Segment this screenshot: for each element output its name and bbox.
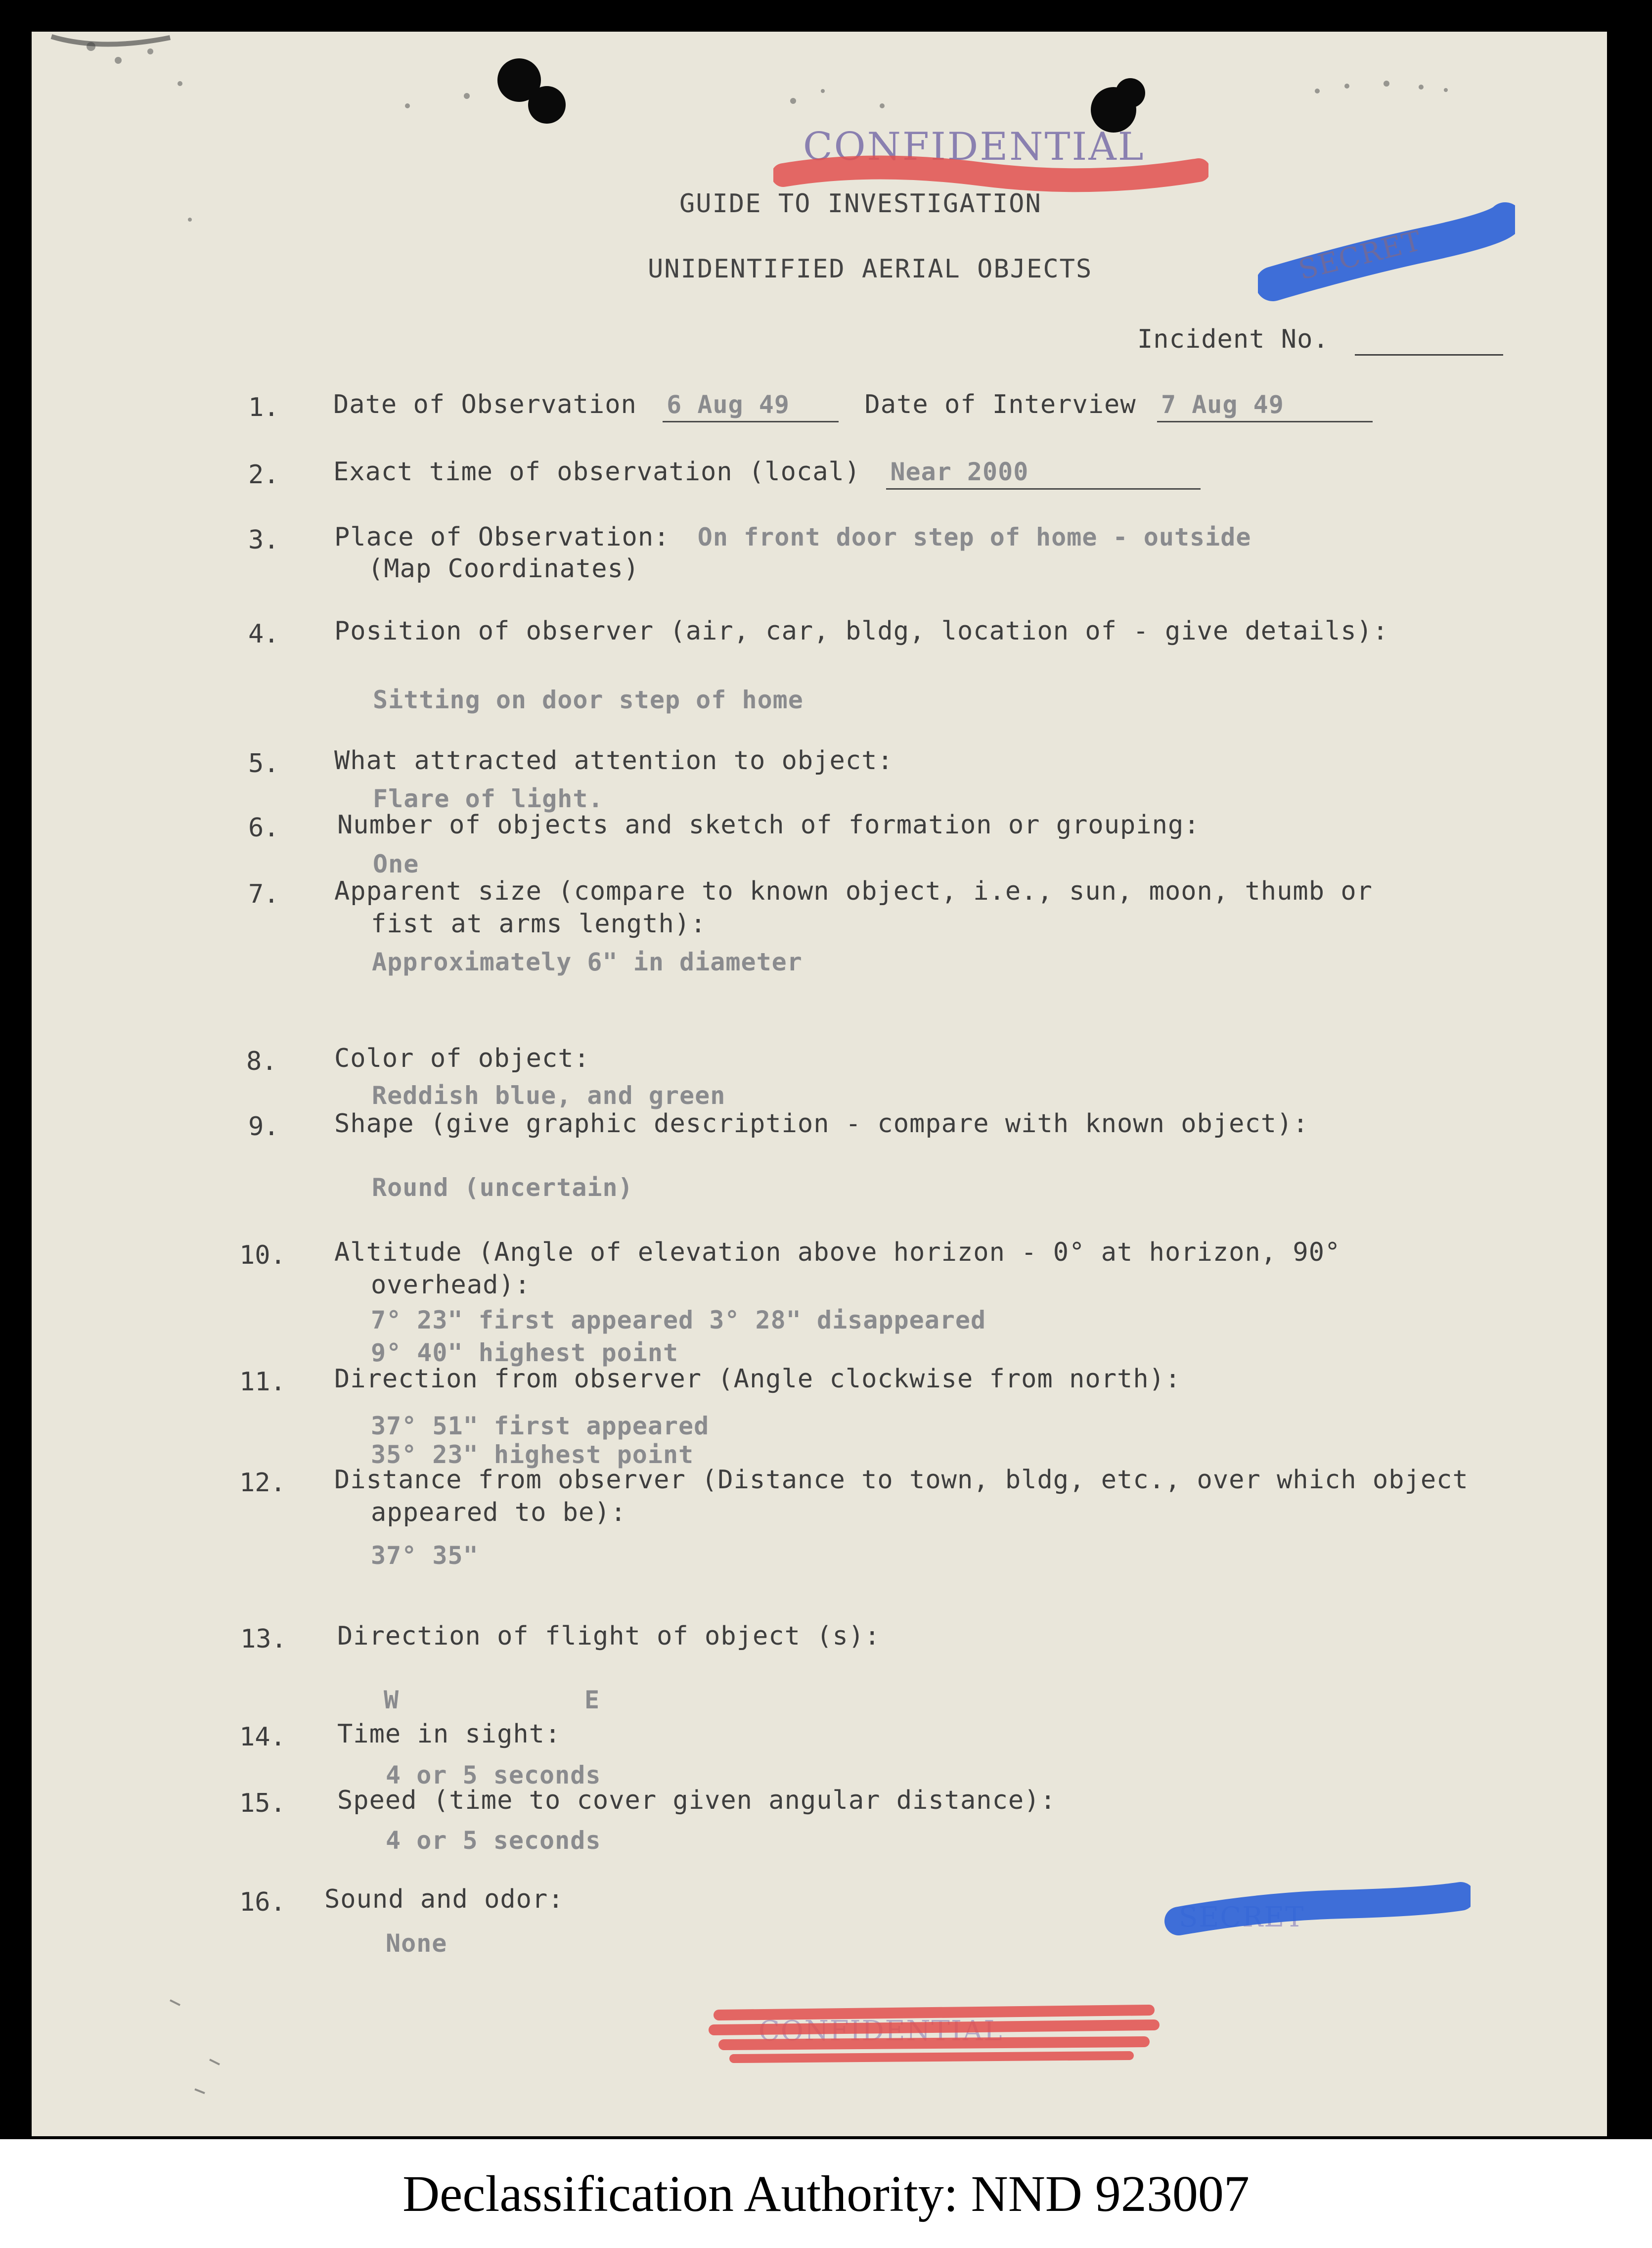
q7-value: Approximately 6" in diameter bbox=[372, 948, 803, 976]
q4-value: Sitting on door step of home bbox=[373, 686, 804, 714]
q1-label: Date of Observation bbox=[333, 390, 637, 419]
q7-label2: fist at arms length): bbox=[371, 909, 707, 939]
q2-number: 2. bbox=[248, 460, 279, 490]
title-line-1: GUIDE TO INVESTIGATION bbox=[679, 189, 1042, 219]
declassification-footer bbox=[0, 2139, 1652, 2248]
q11-value2: 35° 23" highest point bbox=[371, 1440, 694, 1469]
q4-number: 4. bbox=[248, 619, 279, 649]
q15-label: Speed (time to cover given angular distance): bbox=[337, 1786, 1056, 1815]
blue-pencil-mark-bottom bbox=[1164, 1881, 1471, 1951]
q6-value: One bbox=[373, 850, 419, 878]
q9-value: Round (uncertain) bbox=[372, 1173, 633, 1202]
q6-number: 6. bbox=[248, 813, 279, 843]
document-page bbox=[32, 32, 1607, 2136]
red-pencil-mark-bottom bbox=[704, 1990, 1169, 2079]
q3-line bbox=[334, 522, 1251, 552]
q6-label: Number of objects and sketch of formation or grouping: bbox=[337, 810, 1200, 840]
q12-number: 12. bbox=[239, 1468, 286, 1498]
incident-label-text: Incident No. bbox=[1137, 324, 1329, 354]
q13-value-east: E bbox=[584, 1686, 600, 1714]
q12-label: Distance from observer (Distance to town, bldg, etc., over which object bbox=[334, 1465, 1469, 1495]
q12-label2: appeared to be): bbox=[371, 1498, 626, 1527]
q3-value: On front door step of home - outside bbox=[697, 523, 1251, 551]
q3-number: 3. bbox=[248, 525, 279, 555]
q11-number: 11. bbox=[239, 1367, 286, 1397]
title-line-2: UNIDENTIFIED AERIAL OBJECTS bbox=[648, 254, 1093, 284]
q10-value: 7° 23" first appeared 3° 28" disappeared bbox=[371, 1306, 986, 1334]
q2-line bbox=[333, 457, 1201, 490]
q8-number: 8. bbox=[246, 1047, 277, 1076]
q15-value: 4 or 5 seconds bbox=[386, 1826, 601, 1855]
q12-value: 37° 35" bbox=[371, 1541, 479, 1570]
stamp-confidential-bottom: CONFIDENTIAL bbox=[759, 2015, 1003, 2047]
q2-label: Exact time of observation (local) bbox=[333, 457, 861, 487]
q13-label: Direction of flight of object (s): bbox=[337, 1621, 881, 1651]
q14-number: 14. bbox=[239, 1722, 286, 1752]
q1-number: 1. bbox=[248, 393, 279, 422]
incident-number-field bbox=[1355, 324, 1503, 356]
q1-value2: 7 Aug 49 bbox=[1157, 390, 1373, 422]
q10-value2: 9° 40" highest point bbox=[371, 1338, 679, 1367]
q16-value: None bbox=[386, 1929, 447, 1958]
q9-number: 9. bbox=[248, 1112, 279, 1142]
edge-specks bbox=[32, 1911, 279, 2119]
q13-number: 13. bbox=[240, 1624, 287, 1654]
q16-number: 16. bbox=[239, 1887, 286, 1917]
q1-value: 6 Aug 49 bbox=[663, 390, 839, 422]
q11-value: 37° 51" first appeared bbox=[371, 1412, 710, 1440]
stamp-secret-right: SECRET bbox=[1295, 225, 1426, 286]
stamp-confidential-top: CONFIDENTIAL bbox=[803, 125, 1145, 169]
q13-value-west: W bbox=[384, 1686, 400, 1714]
q14-label: Time in sight: bbox=[337, 1719, 561, 1749]
q5-number: 5. bbox=[248, 749, 279, 779]
punch-hole-left-lower bbox=[528, 86, 566, 124]
q5-value: Flare of light. bbox=[373, 784, 604, 813]
q7-number: 7. bbox=[248, 879, 279, 909]
q16-label: Sound and odor: bbox=[324, 1884, 564, 1914]
stamp-secret-bottom-right: SECRET bbox=[1179, 1901, 1305, 1933]
q4-label: Position of observer (air, car, bldg, location of - give details): bbox=[334, 616, 1389, 646]
q1-line bbox=[333, 390, 1373, 422]
q1-label2: Date of Interview bbox=[864, 390, 1136, 419]
q5-label: What attracted attention to object: bbox=[334, 746, 893, 776]
q8-value: Reddish blue, and green bbox=[372, 1081, 726, 1110]
q8-label: Color of object: bbox=[334, 1044, 590, 1073]
q3-label: Place of Observation: bbox=[334, 522, 670, 552]
incident-label bbox=[1137, 324, 1503, 356]
declassification-authority: Declassification Authority: NND 923007 bbox=[402, 2165, 1250, 2222]
q2-value: Near 2000 bbox=[886, 458, 1201, 490]
q9-label: Shape (give graphic description - compare with known object): bbox=[334, 1109, 1309, 1139]
q14-value: 4 or 5 seconds bbox=[386, 1761, 601, 1789]
q15-number: 15. bbox=[239, 1789, 286, 1818]
q10-label2: overhead): bbox=[371, 1270, 531, 1300]
q7-label: Apparent size (compare to known object, i.e., sun, moon, thumb or bbox=[334, 876, 1373, 906]
q10-number: 10. bbox=[239, 1240, 286, 1270]
q10-label: Altitude (Angle of elevation above horizon - 0° at horizon, 90° bbox=[334, 1238, 1341, 1267]
q11-label: Direction from observer (Angle clockwise from north): bbox=[334, 1364, 1181, 1394]
q3-sub: (Map Coordinates) bbox=[368, 554, 640, 584]
